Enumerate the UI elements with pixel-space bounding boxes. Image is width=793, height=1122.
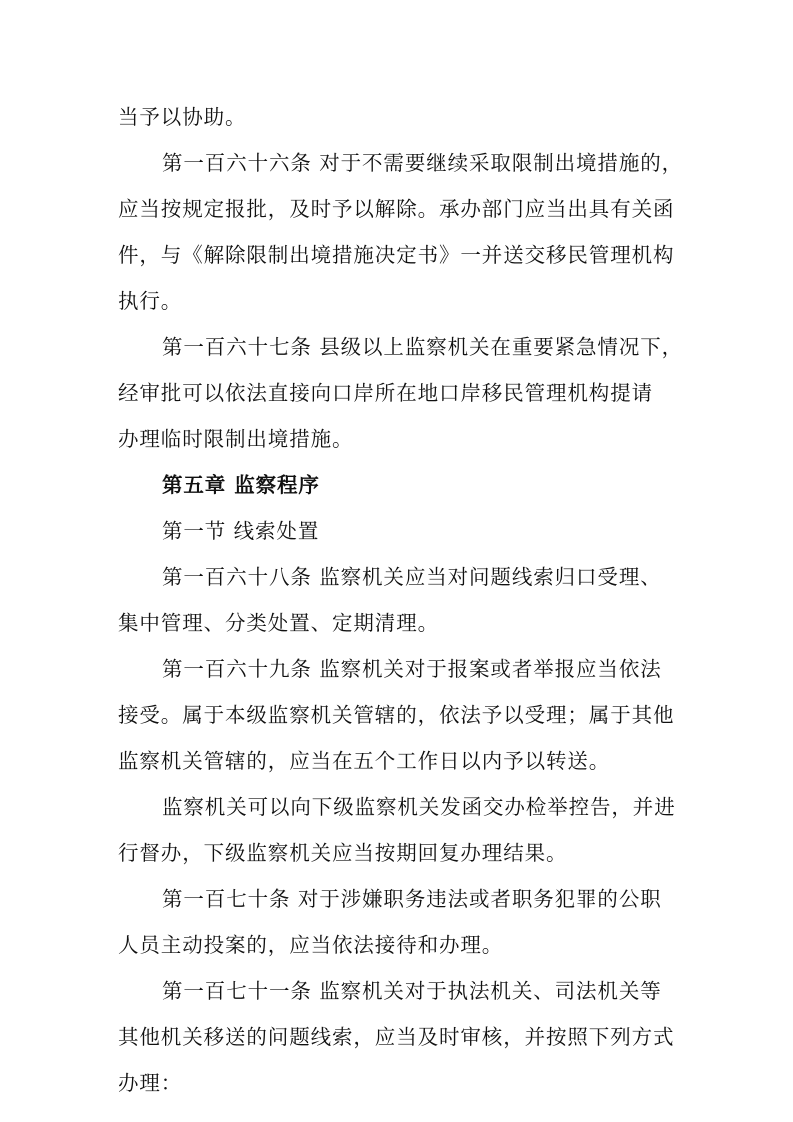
article-168-line: 第一百六十八条 监察机关应当对问题线索归口受理、 — [162, 565, 662, 589]
text-line: 监察机关管辖的，应当在五个工作日以内予以转送。 — [118, 749, 611, 773]
paragraph-line: 监察机关可以向下级监察机关发函交办检举控告，并进 — [162, 795, 676, 819]
text-line: 经审批可以依法直接向口岸所在地口岸移民管理机构提请 — [118, 381, 653, 405]
text-line: 办理临时限制出境措施。 — [118, 427, 354, 451]
article-169-line: 第一百六十九条 监察机关对于报案或者举报应当依法 — [162, 657, 662, 681]
article-166-line: 第一百六十六条 对于不需要继续采取限制出境措施的， — [162, 151, 684, 175]
text-line: 集中管理、分类处置、定期清理。 — [118, 611, 439, 635]
article-170-line: 第一百七十条 对于涉嫌职务违法或者职务犯罪的公职 — [162, 887, 662, 911]
text-line: 件，与《解除限制出境措施决定书》一并送交移民管理机构 — [118, 243, 675, 267]
text-line: 执行。 — [118, 289, 183, 313]
article-167-line: 第一百六十七条 县级以上监察机关在重要紧急情况下， — [162, 335, 684, 359]
text-line: 接受。属于本级监察机关管辖的，依法予以受理；属于其他 — [118, 703, 675, 727]
text-line: 应当按规定报批，及时予以解除。承办部门应当出具有关函 — [118, 197, 675, 221]
document-body — [118, 94, 684, 1106]
text-line: 当予以协助。 — [118, 105, 247, 129]
text-line: 办理： — [118, 1071, 183, 1095]
chapter-heading: 第五章 监察程序 — [162, 473, 320, 497]
text-line: 行督办，下级监察机关应当按期回复办理结果。 — [118, 841, 568, 865]
text-line: 其他机关移送的问题线索，应当及时审核，并按照下列方式 — [118, 1025, 675, 1049]
article-171-line: 第一百七十一条 监察机关对于执法机关、司法机关等 — [162, 979, 662, 1003]
text-line: 人员主动投案的，应当依法接待和办理。 — [118, 933, 504, 957]
section-heading: 第一节 线索处置 — [162, 519, 320, 543]
